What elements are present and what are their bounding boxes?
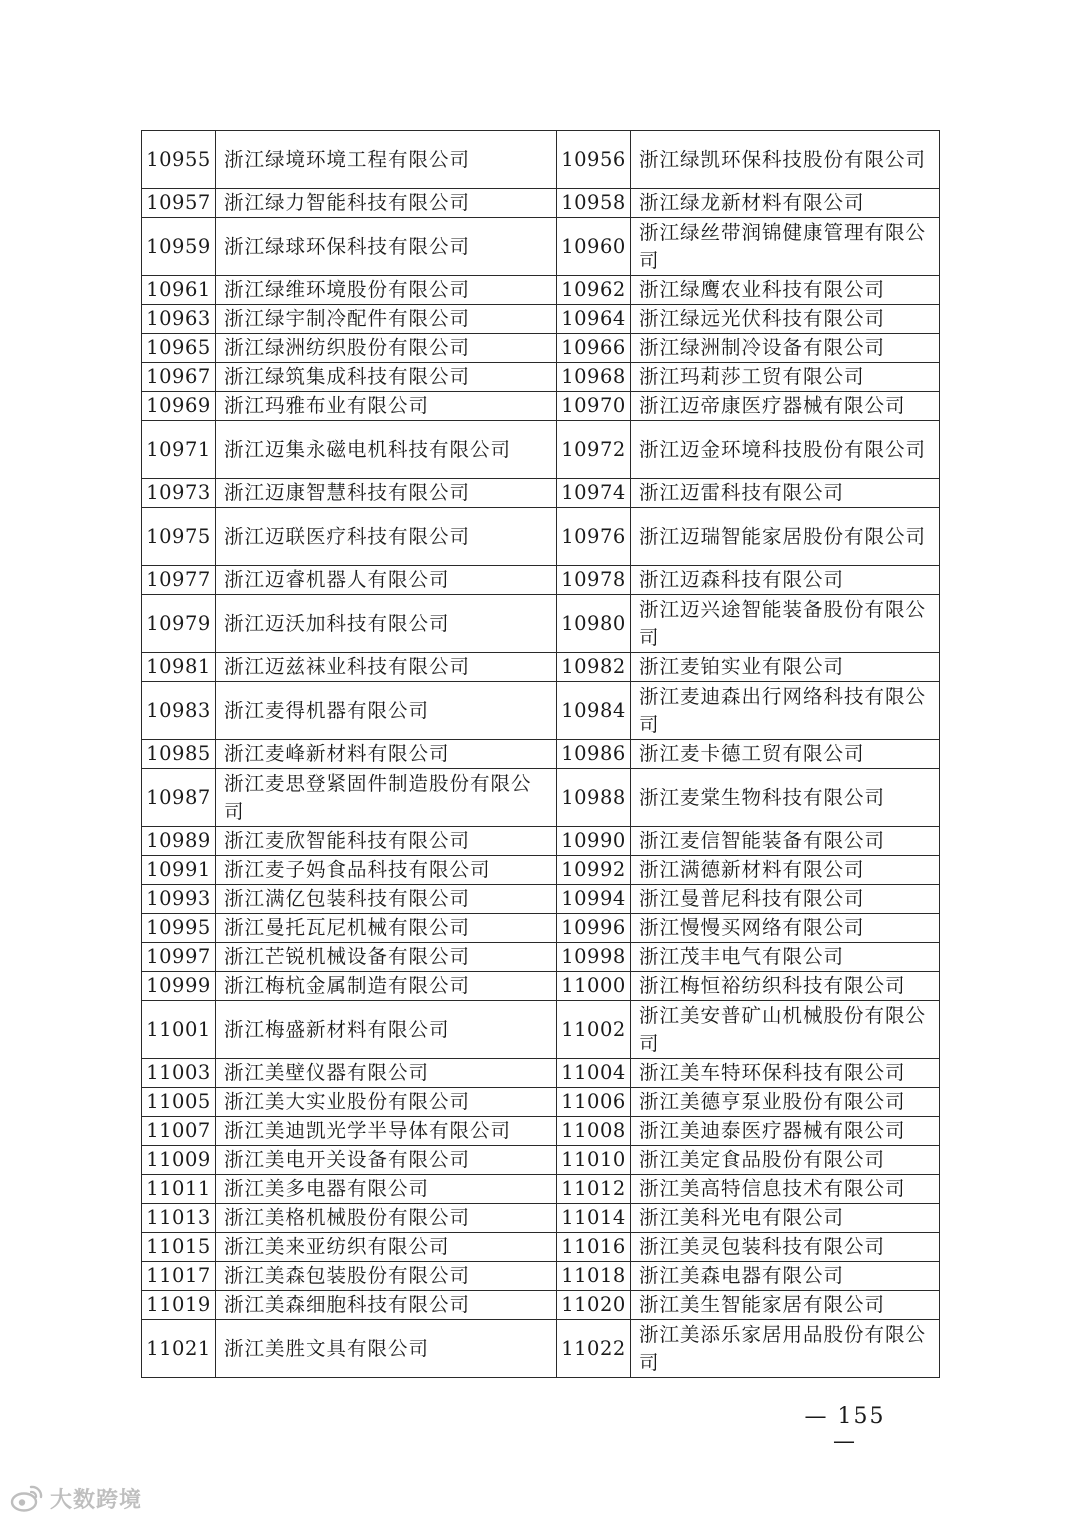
company-name-cell: 浙江玛莉莎工贸有限公司: [631, 363, 940, 392]
page-number: — 155 —: [804, 1404, 886, 1454]
company-name-cell: 浙江美大实业股份有限公司: [216, 1088, 557, 1117]
company-name-cell: 浙江迈森科技有限公司: [631, 566, 940, 595]
company-name-cell: 浙江迈金环境科技股份有限公司: [631, 421, 940, 479]
company-name-cell: 浙江美安普矿山机械股份有限公司: [631, 1001, 940, 1059]
company-id-cell: 10985: [142, 740, 216, 769]
company-id-cell: 11013: [142, 1204, 216, 1233]
company-id-cell: 10968: [557, 363, 631, 392]
table-row: [142, 943, 940, 972]
company-name-cell: 浙江麦铂实业有限公司: [631, 653, 940, 682]
company-id-cell: 11012: [557, 1175, 631, 1204]
table-row: [142, 653, 940, 682]
company-name-cell: 浙江美迪泰医疗器械有限公司: [631, 1117, 940, 1146]
company-name-cell: 浙江慢慢买网络有限公司: [631, 914, 940, 943]
company-name-cell: 浙江绿洲纺织股份有限公司: [216, 334, 557, 363]
company-id-cell: 10966: [557, 334, 631, 363]
company-name-cell: 浙江麦欣智能科技有限公司: [216, 827, 557, 856]
company-id-cell: 10997: [142, 943, 216, 972]
table-row: [142, 1262, 940, 1291]
company-id-cell: 11005: [142, 1088, 216, 1117]
company-name-cell: 浙江绿洲制冷设备有限公司: [631, 334, 940, 363]
watermark-text: 大数跨境: [50, 1487, 143, 1513]
table-row: [142, 1291, 940, 1320]
company-name-cell: 浙江美电开关设备有限公司: [216, 1146, 557, 1175]
company-name-cell: 浙江绿维环境股份有限公司: [216, 276, 557, 305]
company-id-cell: 10998: [557, 943, 631, 972]
company-id-cell: 11006: [557, 1088, 631, 1117]
table-row: [142, 827, 940, 856]
company-name-cell: 浙江梅杭金属制造有限公司: [216, 972, 557, 1001]
company-id-cell: 10965: [142, 334, 216, 363]
company-name-cell: 浙江美德亨泵业股份有限公司: [631, 1088, 940, 1117]
company-id-cell: 11007: [142, 1117, 216, 1146]
table-row: [142, 421, 940, 479]
company-name-cell: 浙江迈帝康医疗器械有限公司: [631, 392, 940, 421]
company-name-cell: 浙江迈瑞智能家居股份有限公司: [631, 508, 940, 566]
company-id-cell: 11000: [557, 972, 631, 1001]
company-name-cell: 浙江美车特环保科技有限公司: [631, 1059, 940, 1088]
table-row: [142, 1175, 940, 1204]
company-id-cell: 10987: [142, 769, 216, 827]
table-row: [142, 218, 940, 276]
company-id-cell: 10964: [557, 305, 631, 334]
company-id-cell: 10980: [557, 595, 631, 653]
company-id-cell: 10976: [557, 508, 631, 566]
company-id-cell: 11009: [142, 1146, 216, 1175]
company-id-cell: 11011: [142, 1175, 216, 1204]
company-id-cell: 11019: [142, 1291, 216, 1320]
company-name-cell: 浙江麦子妈食品科技有限公司: [216, 856, 557, 885]
company-name-cell: 浙江美多电器有限公司: [216, 1175, 557, 1204]
company-id-cell: 11010: [557, 1146, 631, 1175]
company-name-cell: 浙江美定食品股份有限公司: [631, 1146, 940, 1175]
company-name-cell: 浙江麦棠生物科技有限公司: [631, 769, 940, 827]
company-id-cell: 10986: [557, 740, 631, 769]
company-id-cell: 10957: [142, 189, 216, 218]
company-name-cell: 浙江美壁仪器有限公司: [216, 1059, 557, 1088]
table-row: [142, 914, 940, 943]
table-row: [142, 682, 940, 740]
company-name-cell: 浙江美胜文具有限公司: [216, 1320, 557, 1378]
company-name-cell: 浙江美森电器有限公司: [631, 1262, 940, 1291]
table-row: [142, 1204, 940, 1233]
company-name-cell: 浙江麦思登紧固件制造股份有限公司: [216, 769, 557, 827]
company-name-cell: 浙江美格机械股份有限公司: [216, 1204, 557, 1233]
company-id-cell: 10996: [557, 914, 631, 943]
company-id-cell: 10960: [557, 218, 631, 276]
company-id-cell: 10970: [557, 392, 631, 421]
company-id-cell: 11017: [142, 1262, 216, 1291]
company-id-cell: 11015: [142, 1233, 216, 1262]
company-id-cell: 10981: [142, 653, 216, 682]
company-name-cell: 浙江绿龙新材料有限公司: [631, 189, 940, 218]
company-id-cell: 10955: [142, 131, 216, 189]
company-id-cell: 10994: [557, 885, 631, 914]
company-name-cell: 浙江迈兹袜业科技有限公司: [216, 653, 557, 682]
company-id-cell: 10973: [142, 479, 216, 508]
table-body: [142, 131, 940, 1378]
company-name-cell: 浙江麦得机器有限公司: [216, 682, 557, 740]
company-name-cell: 浙江迈联医疗科技有限公司: [216, 508, 557, 566]
table-row: [142, 131, 940, 189]
company-name-cell: 浙江美迪凯光学半导体有限公司: [216, 1117, 557, 1146]
company-id-cell: 11004: [557, 1059, 631, 1088]
company-id-cell: 10999: [142, 972, 216, 1001]
weibo-logo-icon: [10, 1483, 44, 1513]
company-name-cell: 浙江美森包装股份有限公司: [216, 1262, 557, 1291]
company-name-cell: 浙江绿凯环保科技股份有限公司: [631, 131, 940, 189]
company-id-cell: 10993: [142, 885, 216, 914]
company-id-cell: 10991: [142, 856, 216, 885]
company-name-cell: 浙江美高特信息技术有限公司: [631, 1175, 940, 1204]
company-name-cell: 浙江迈沃加科技有限公司: [216, 595, 557, 653]
company-id-cell: 11016: [557, 1233, 631, 1262]
table-row: [142, 1088, 940, 1117]
company-name-cell: 浙江迈睿机器人有限公司: [216, 566, 557, 595]
company-name-cell: 浙江曼托瓦尼机械有限公司: [216, 914, 557, 943]
company-id-cell: 10978: [557, 566, 631, 595]
company-id-cell: 10961: [142, 276, 216, 305]
company-name-cell: 浙江满亿包装科技有限公司: [216, 885, 557, 914]
company-id-cell: 10958: [557, 189, 631, 218]
company-id-cell: 11022: [557, 1320, 631, 1378]
company-id-cell: 10967: [142, 363, 216, 392]
company-name-cell: 浙江绿丝带润锦健康管理有限公司: [631, 218, 940, 276]
company-id-cell: 10977: [142, 566, 216, 595]
company-id-cell: 10959: [142, 218, 216, 276]
company-id-cell: 11003: [142, 1059, 216, 1088]
company-id-cell: 10990: [557, 827, 631, 856]
company-id-cell: 10982: [557, 653, 631, 682]
company-id-cell: 10963: [142, 305, 216, 334]
company-id-cell: 11018: [557, 1262, 631, 1291]
company-id-cell: 10971: [142, 421, 216, 479]
table-row: [142, 392, 940, 421]
table-row: [142, 189, 940, 218]
company-name-cell: 浙江美森细胞科技有限公司: [216, 1291, 557, 1320]
table-row: [142, 1233, 940, 1262]
company-name-cell: 浙江绿筑集成科技有限公司: [216, 363, 557, 392]
table-row: [142, 1320, 940, 1378]
company-name-cell: 浙江麦信智能装备有限公司: [631, 827, 940, 856]
table-row: [142, 1117, 940, 1146]
company-id-cell: 11008: [557, 1117, 631, 1146]
company-name-cell: 浙江绿力智能科技有限公司: [216, 189, 557, 218]
company-id-cell: 10975: [142, 508, 216, 566]
table-row: [142, 363, 940, 392]
table-row: [142, 972, 940, 1001]
table-row: [142, 595, 940, 653]
company-name-cell: 浙江麦卡德工贸有限公司: [631, 740, 940, 769]
company-name-cell: 浙江迈集永磁电机科技有限公司: [216, 421, 557, 479]
company-id-cell: 10956: [557, 131, 631, 189]
company-name-cell: 浙江曼普尼科技有限公司: [631, 885, 940, 914]
company-name-cell: 浙江梅恒裕纺织科技有限公司: [631, 972, 940, 1001]
company-id-cell: 10983: [142, 682, 216, 740]
company-name-cell: 浙江满德新材料有限公司: [631, 856, 940, 885]
table-row: [142, 1001, 940, 1059]
table-row: [142, 885, 940, 914]
company-name-cell: 浙江绿境环境工程有限公司: [216, 131, 557, 189]
company-name-cell: 浙江美生智能家居有限公司: [631, 1291, 940, 1320]
table-row: [142, 566, 940, 595]
company-id-cell: 11014: [557, 1204, 631, 1233]
company-name-cell: 浙江绿鹰农业科技有限公司: [631, 276, 940, 305]
company-name-cell: 浙江绿球环保科技有限公司: [216, 218, 557, 276]
company-name-cell: 浙江梅盛新材料有限公司: [216, 1001, 557, 1059]
company-id-cell: 11021: [142, 1320, 216, 1378]
table-row: [142, 740, 940, 769]
company-list-table: [141, 130, 940, 1378]
watermark: [10, 1480, 142, 1516]
table-row: [142, 479, 940, 508]
company-id-cell: 10962: [557, 276, 631, 305]
table-row: [142, 508, 940, 566]
company-name-cell: 浙江绿宇制冷配件有限公司: [216, 305, 557, 334]
company-name-cell: 浙江美来亚纺织有限公司: [216, 1233, 557, 1262]
company-id-cell: 10995: [142, 914, 216, 943]
company-id-cell: 11020: [557, 1291, 631, 1320]
table-row: [142, 305, 940, 334]
company-id-cell: 11002: [557, 1001, 631, 1059]
company-name-cell: 浙江迈兴途智能装备股份有限公司: [631, 595, 940, 653]
company-name-cell: 浙江美灵包装科技有限公司: [631, 1233, 940, 1262]
company-id-cell: 10992: [557, 856, 631, 885]
table-row: [142, 1059, 940, 1088]
company-id-cell: 10989: [142, 827, 216, 856]
company-id-cell: 10969: [142, 392, 216, 421]
company-id-cell: 10984: [557, 682, 631, 740]
company-name-cell: 浙江绿远光伏科技有限公司: [631, 305, 940, 334]
table-row: [142, 1146, 940, 1175]
table-row: [142, 276, 940, 305]
company-name-cell: 浙江麦迪森出行网络科技有限公司: [631, 682, 940, 740]
company-id-cell: 10988: [557, 769, 631, 827]
company-id-cell: 10974: [557, 479, 631, 508]
company-name-cell: 浙江玛雅布业有限公司: [216, 392, 557, 421]
company-id-cell: 10972: [557, 421, 631, 479]
company-name-cell: 浙江迈雷科技有限公司: [631, 479, 940, 508]
company-name-cell: 浙江芒锐机械设备有限公司: [216, 943, 557, 972]
table-row: [142, 856, 940, 885]
company-name-cell: 浙江美科光电有限公司: [631, 1204, 940, 1233]
company-name-cell: 浙江茂丰电气有限公司: [631, 943, 940, 972]
table-row: [142, 334, 940, 363]
company-id-cell: 10979: [142, 595, 216, 653]
table-row: [142, 769, 940, 827]
company-name-cell: 浙江迈康智慧科技有限公司: [216, 479, 557, 508]
company-id-cell: 11001: [142, 1001, 216, 1059]
company-name-cell: 浙江麦峰新材料有限公司: [216, 740, 557, 769]
company-name-cell: 浙江美添乐家居用品股份有限公司: [631, 1320, 940, 1378]
